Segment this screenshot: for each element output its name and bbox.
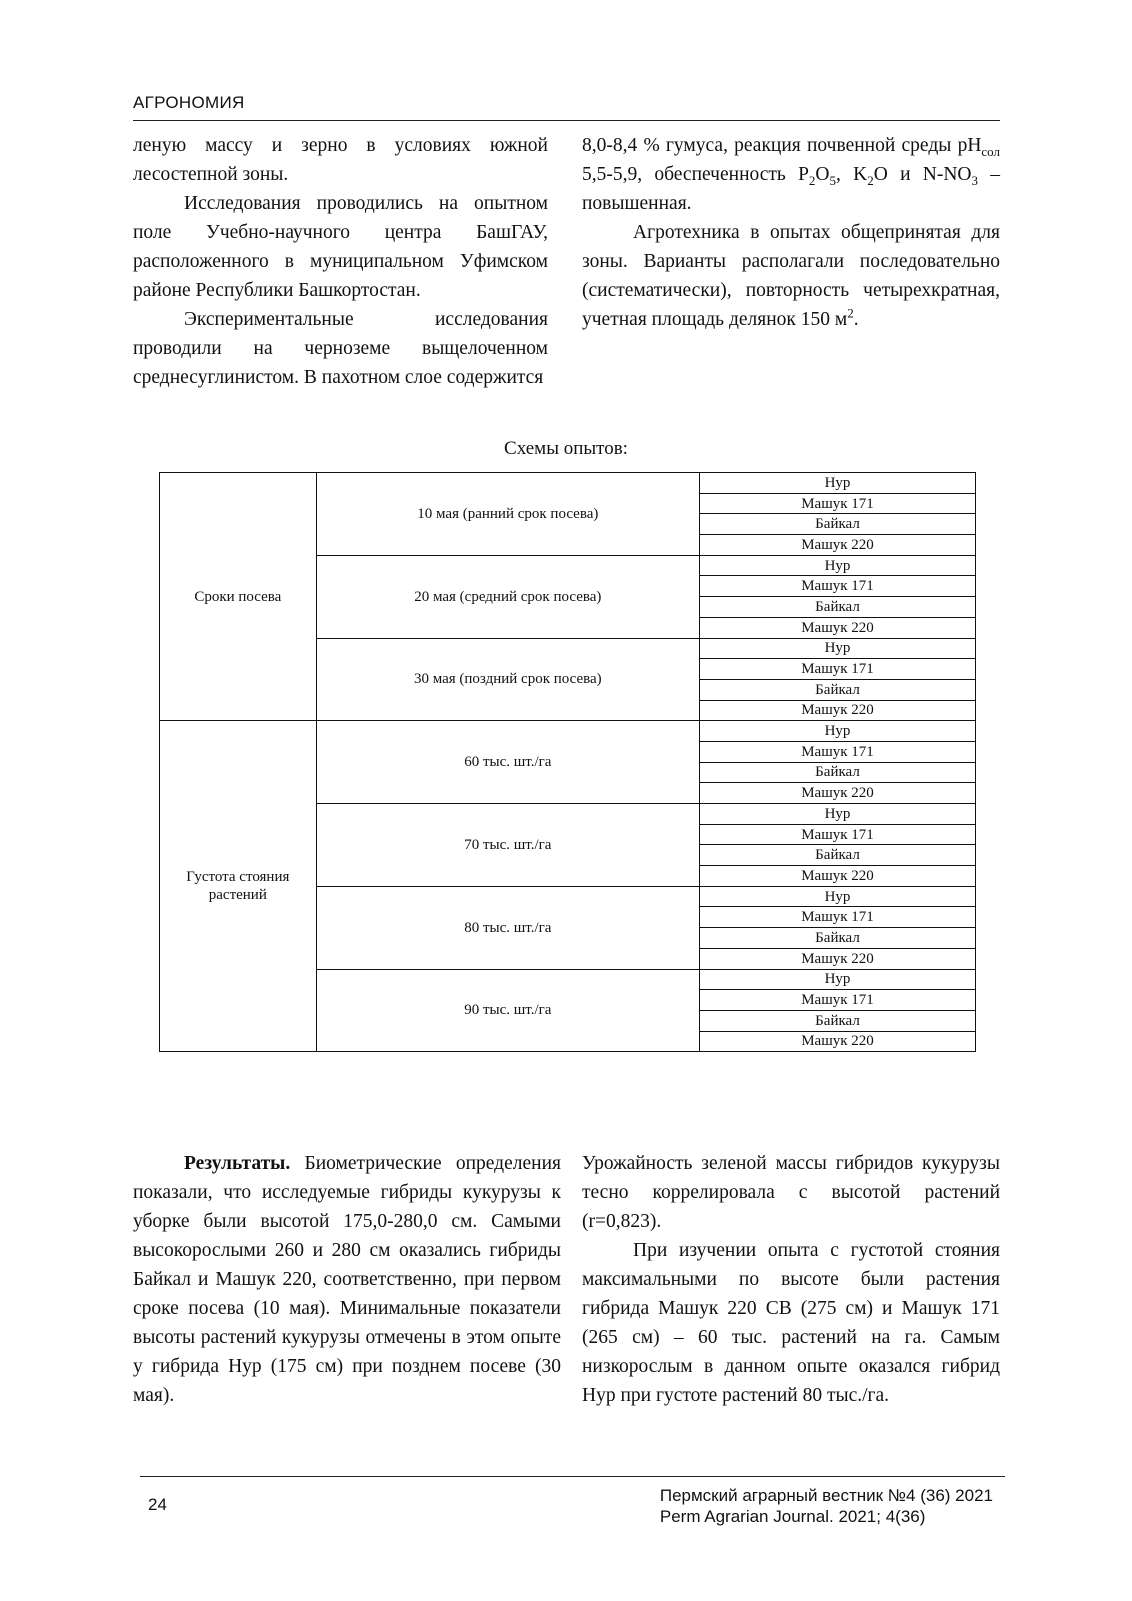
paragraph	[582, 218, 1000, 334]
column-top-right	[582, 131, 1000, 334]
text-run: Агротехника в опытах общепринятая для зоны. Варианты располагали последовательно (систематически), повторность четырехкратная, учетная площадь делянок 150 м	[582, 222, 1000, 330]
table-caption: Схемы опытов:	[504, 438, 628, 459]
text-run: , K	[836, 164, 868, 185]
hybrid-cell: Нур	[700, 638, 976, 659]
hybrid-cell: Байкал	[700, 514, 976, 535]
journal-title-en: Perm Agrarian Journal. 2021; 4(36)	[659, 1507, 926, 1526]
page-footer	[140, 1476, 1005, 1526]
paragraph	[133, 1149, 561, 1410]
hybrid-cell: Нур	[700, 721, 976, 742]
hybrid-cell: Машук 220	[700, 617, 976, 638]
hybrid-cell: Нур	[700, 804, 976, 825]
subscript: 2	[808, 172, 816, 188]
level-cell: 60 тыс. шт./га	[316, 721, 699, 804]
paragraph: Урожайность зеленой массы гибридов кукурузы тесно коррелировала с высотой растений (r=0,823).	[582, 1153, 1000, 1232]
text-run: O и N-NO	[873, 164, 972, 185]
hybrid-cell: Байкал	[700, 597, 976, 618]
paragraph: Исследования проводились на опытном поле Учебно-научного центра БашГАУ, расположенного в муниципальном Уфимском районе Республики Башкортостан.	[133, 193, 548, 301]
hybrid-cell: Машук 171	[700, 824, 976, 845]
hybrid-cell: Байкал	[700, 679, 976, 700]
subscript: 5	[829, 172, 837, 188]
level-cell: 70 тыс. шт./га	[316, 804, 699, 887]
table-row	[160, 473, 976, 494]
table-row	[160, 721, 976, 742]
hybrid-cell: Байкал	[700, 845, 976, 866]
hybrid-cell: Машук 220	[700, 700, 976, 721]
hybrid-cell: Машук 220	[700, 783, 976, 804]
hybrid-cell: Нур	[700, 886, 976, 907]
hybrid-cell: Машук 171	[700, 907, 976, 928]
level-cell: 10 мая (ранний срок посева)	[316, 473, 699, 556]
paragraph	[582, 131, 1000, 218]
hybrid-cell: Нур	[700, 969, 976, 990]
hybrid-cell: Машук 171	[700, 659, 976, 680]
level-cell: 30 мая (поздний срок посева)	[316, 638, 699, 721]
hybrid-cell: Байкал	[700, 1010, 976, 1031]
level-cell: 80 тыс. шт./га	[316, 886, 699, 969]
paragraph: Экспериментальные исследования проводили на черноземе выщелоченном среднесуглинистом. В пахотном слое содержится	[133, 309, 548, 388]
column-top-left	[133, 131, 548, 392]
text-run: – повышенная.	[582, 164, 1000, 214]
hybrid-cell: Байкал	[700, 762, 976, 783]
hybrid-cell: Машук 220	[700, 1031, 976, 1052]
factor-cell: Сроки посева	[160, 473, 317, 721]
text-run: .	[853, 309, 859, 330]
hybrid-cell: Байкал	[700, 928, 976, 949]
experiment-scheme-table	[159, 472, 976, 1052]
hybrid-cell: Машук 171	[700, 741, 976, 762]
text-run: 8,0-8,4 % гумуса, реакция почвенной среды pH	[582, 135, 982, 156]
page-number: 24	[148, 1495, 167, 1514]
hybrid-cell: Нур	[700, 473, 976, 494]
subscript: 3	[971, 172, 978, 188]
text-run: O	[815, 164, 830, 185]
text-run: 5,5-5,9, обеспеченность P	[582, 164, 809, 185]
subscript: 2	[867, 172, 874, 188]
hybrid-cell: Машук 220	[700, 948, 976, 969]
hybrid-cell: Машук 171	[700, 576, 976, 597]
column-bottom-left	[133, 1149, 561, 1410]
level-cell: 90 тыс. шт./га	[316, 969, 699, 1052]
hybrid-cell: Машук 220	[700, 866, 976, 887]
paragraph: При изучении опыта с густотой стояния максимальными по высоте были растения гибрида Машук 220 СВ (275 см) и Машук 171 (265 см) – 60 тыс. растений на га. Самым низкорослым в данном опыте оказался гибрид Нур при густоте растений 80 тыс./га.	[582, 1240, 1000, 1406]
hybrid-cell: Машук 171	[700, 493, 976, 514]
column-bottom-right	[582, 1149, 1000, 1410]
hybrid-cell: Машук 171	[700, 990, 976, 1011]
text-run: Биометрические определения показали, что исследуемые гибриды кукурузы к уборке были высотой 175,0-280,0 см. Самыми высокорослыми 260 и 280 см оказались гибриды Байкал и Машук 220, соответственно, при первом сроке посева (10 мая). Минимальные показатели высоты растений кукурузы отмечены в этом опыте у гибрида Нур (175 см) при позднем посеве (30 мая).	[133, 1153, 561, 1406]
subscript: сол	[981, 143, 1000, 159]
paragraph: леную массу и зерно в условиях южной лесостепной зоны.	[133, 135, 548, 185]
bold-lead: Результаты.	[184, 1153, 291, 1174]
level-cell: 20 мая (средний срок посева)	[316, 555, 699, 638]
hybrid-cell: Машук 220	[700, 535, 976, 556]
journal-info	[660, 1485, 993, 1527]
section-header	[133, 93, 1000, 121]
journal-title-ru: Пермский аграрный вестник №4 (36) 2021	[659, 1486, 993, 1505]
factor-cell: Густота стояния растений	[160, 721, 317, 1052]
section-title: АГРОНОМИЯ	[133, 93, 245, 112]
hybrid-cell: Нур	[700, 555, 976, 576]
superscript: 2	[847, 305, 854, 321]
